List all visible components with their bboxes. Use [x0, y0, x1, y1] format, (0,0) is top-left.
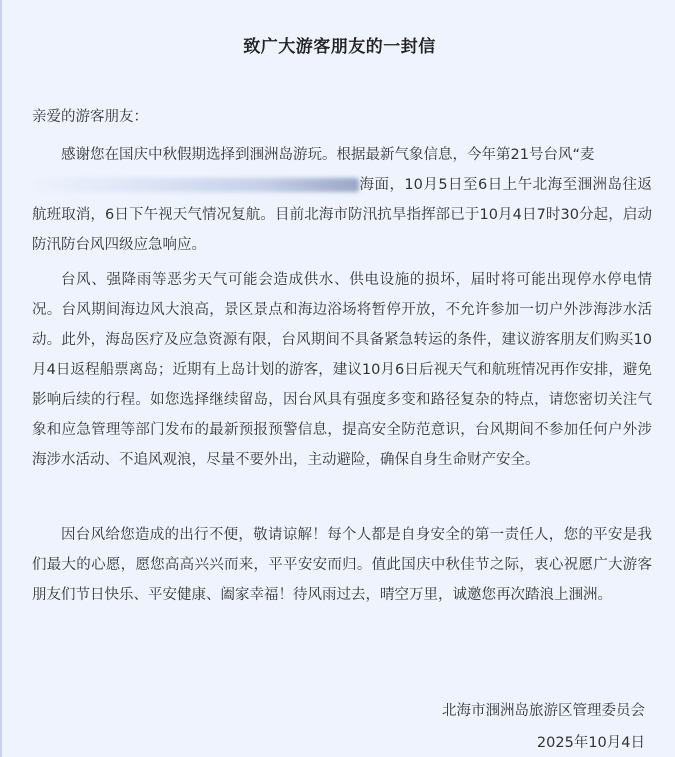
paragraph-1-end: 海面，10月5日至6日上午北海至涠洲岛往返航班取消，6日下午视天气情况复航。目前北海市防汛抗旱指挥部已于10月4日7时30分起，启动防汛防台风四级应急响应。: [32, 177, 652, 253]
greeting: 亲爱的游客朋友：: [32, 109, 148, 125]
signature: 北海市涠洲岛旅游区管理委员会: [442, 703, 645, 719]
paragraph-1: [32, 140, 652, 260]
letter-title: 致广大游客朋友的一封信: [243, 37, 436, 57]
paragraph-2: 台风、强降雨等恶劣天气可能会造成供水、供电设施的损坏，届时将可能出现停水停电情况。台风期间海边风大浪高，景区景点和海边浴场将暂停开放，不允许参加一切户外涉海涉水活动。此外，海岛医疗及应急资源有限，台风期间不具备紧急转运的条件，建议游客朋友们购买10月4日返程船票离岛；近期有上岛计划的游客，建议10月6日后视天气和航班情况再作安排，避免影响后续的行程。如您选择继续留岛，因台风具有强度多变和路径复杂的特点，请您密切关注气象和应急管理等部门发布的最新预报预警信息，提高安全防范意识，台风期间不参加任何户外涉海涉水活动、不追风观浪，尽量不要外出，主动避险，确保自身生命财产安全。: [32, 272, 652, 468]
paragraph-3: 因台风给您造成的出行不便，敬请谅解！每个人都是自身安全的第一责任人，您的平安是我们最大的心愿，愿您高高兴兴而来，平平安安而归。值此国庆中秋佳节之际，衷心祝愿广大游客朋友们节日快乐、平安健康、阖家幸福！待风雨过去，晴空万里，诚邀您再次踏浪上涠洲。: [32, 527, 652, 603]
letter-date: 2025年10月4日: [536, 735, 645, 751]
redacted-blur: [32, 178, 359, 192]
paragraph-1-start: 感谢您在国庆中秋假期选择到涠洲岛游玩。根据最新气象信息，今年第21号台风“麦: [61, 147, 595, 163]
